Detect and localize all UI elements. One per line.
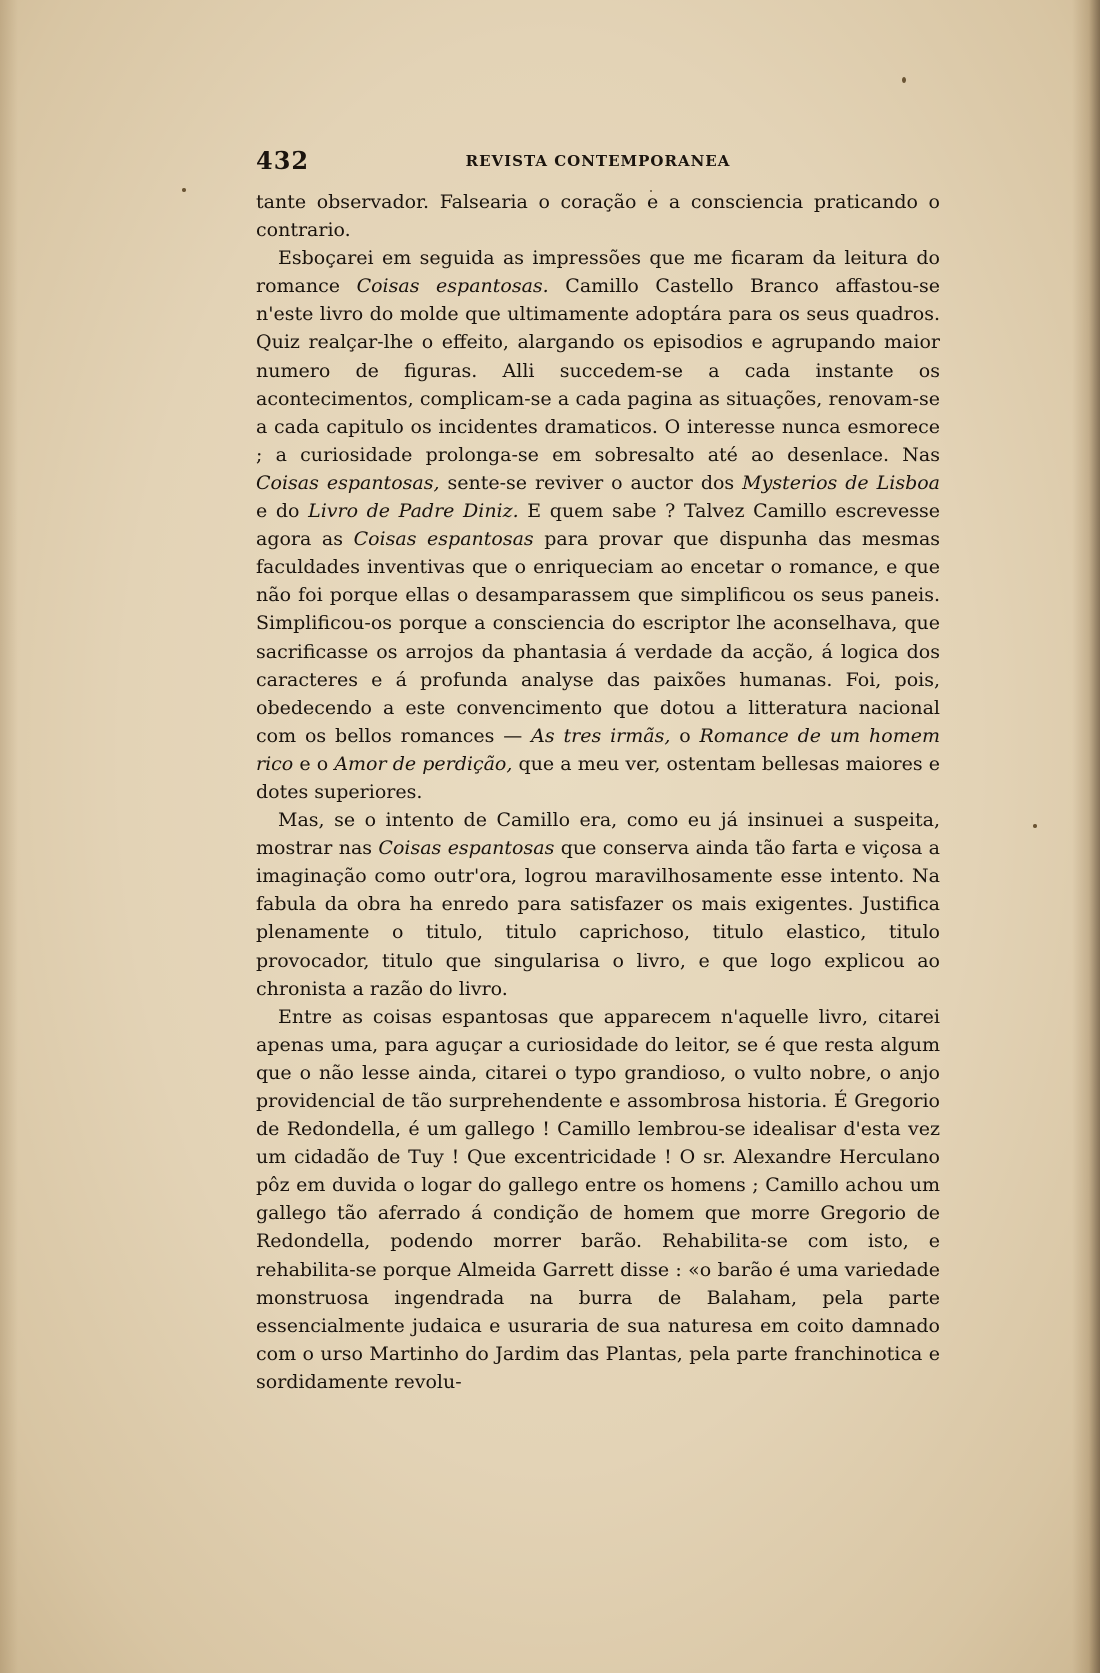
paragraph xyxy=(256,806,940,1003)
paper-speck xyxy=(182,188,186,192)
text-run: Esboçarei em seguida as impressões que me ficaram da leitura do romance xyxy=(256,247,940,298)
italic-title: Coisas espantosas, xyxy=(256,471,440,494)
text-run: para provar que dispunha das mesmas faculdades inventivas que o enriqueciam ao encetar o romance, e que não foi porque ellas o desamparassem que simplificou os seus paneis. Simplificou-os porque a consciencia do escriptor lhe aconselhava, que sacrificasse os arrojos da phantasia á verdade da acção, á logica dos caracteres e á profunda analyse das paixões humanas. Foi, pois, obedecendo a este convencimento que dotou a litteratura nacional com os bellos romances — xyxy=(256,528,941,747)
text-run: E quem sabe ? Talvez Camillo escrevesse agora as xyxy=(256,500,940,551)
italic-title: Romance de um homem rico xyxy=(256,724,940,775)
text-run: e do xyxy=(256,500,309,523)
italic-title: Coisas espantosas xyxy=(378,837,555,860)
paper-speck xyxy=(902,77,906,83)
running-title: REVISTA CONTEMPORANEA xyxy=(465,152,731,170)
page-number: 432 xyxy=(256,146,310,175)
text-run: que conserva ainda tão farta e viçosa a imaginação como outr'ora, logrou maravilhosamente esse intento. Na fabula da obra ha enredo para satisfazer os mais exigentes. Justifica plenamente o titulo, titulo caprichoso, titulo elastico, titulo provocador, titulo que singularisa o livro, e que logo explicou ao chronista a razão do livro. xyxy=(256,837,940,1000)
running-header xyxy=(256,146,940,176)
italic-title: Mysterios de Lisboa xyxy=(742,471,941,494)
text-run: que a meu ver, ostentam bellesas maiores e dotes superiores. xyxy=(256,752,940,803)
italic-title: Coisas espantosas. xyxy=(356,275,549,298)
italic-title: Coisas espantosas xyxy=(353,528,534,551)
paragraph xyxy=(256,1003,940,1396)
text-run: e o xyxy=(293,752,335,775)
text-run: sente-se reviver o auctor dos xyxy=(439,471,743,494)
paragraph xyxy=(256,244,940,806)
text-run: tante observador. Falsearia o coração e a consciencia praticando o contrario. xyxy=(256,191,940,242)
text-run: Entre as coisas espantosas que apparecem n'aquelle livro, citarei apenas uma, para aguçar a curiosidade do leitor, se é que resta algum que o não lesse ainda, citarei o typo grandioso, o vulto nobre, o anjo providencial de tão surprehendente e assombrosa historia. É Gregorio de Redondella, é um gallego ! Camillo lembrou-se idealisar d'esta vez um cidadão de Tuy ! Que excentricidade ! O sr. Alexandre Herculano pôz em duvida o logar do gallego entre os homens ; Camillo achou um gallego tão aferrado á condição de homem que morre Gregorio de Redondella, podendo morrer barão. Rehabilita-se com isto, e rehabilita-se porque Almeida Garrett disse : «o barão é uma variedade monstruosa ingendrada na burra de Balaham, pela parte essencialmente judaica e usuraria de sua naturesa em coito damnado com o urso Martinho do Jardim das Plantas, pela parte franchinotica e sordidamente revolu- xyxy=(256,1005,940,1393)
paragraph xyxy=(256,188,940,244)
text-run: Mas, se o intento de Camillo era, como eu já insinuei a suspeita, mostrar nas xyxy=(256,809,940,860)
text-run: o xyxy=(670,724,700,747)
italic-title: As tres irmãs, xyxy=(531,724,671,747)
body-text xyxy=(256,188,940,1396)
text-run: Camillo Castello Branco affastou-se n'este livro do molde que ultimamente adoptára para os seus quadros. Quiz realçar-lhe o effeito, alargando os episodios e agrupando maior numero de figuras. Alli succedem-se a cada instante os acontecimentos, complicam-se a cada pagina as situações, renovam-se a cada capitulo os incidentes dramaticos. O interesse nunca esmorece ; a curiosidade prolonga-se em sobresalto até ao desenlace. Nas xyxy=(256,275,941,466)
italic-title: Amor de perdição, xyxy=(334,752,513,775)
page-edge-shadow xyxy=(1072,0,1100,1673)
page-gutter-shadow xyxy=(0,0,18,1673)
paper-speck xyxy=(1033,824,1037,828)
italic-title: Livro de Padre Diniz. xyxy=(308,500,519,523)
